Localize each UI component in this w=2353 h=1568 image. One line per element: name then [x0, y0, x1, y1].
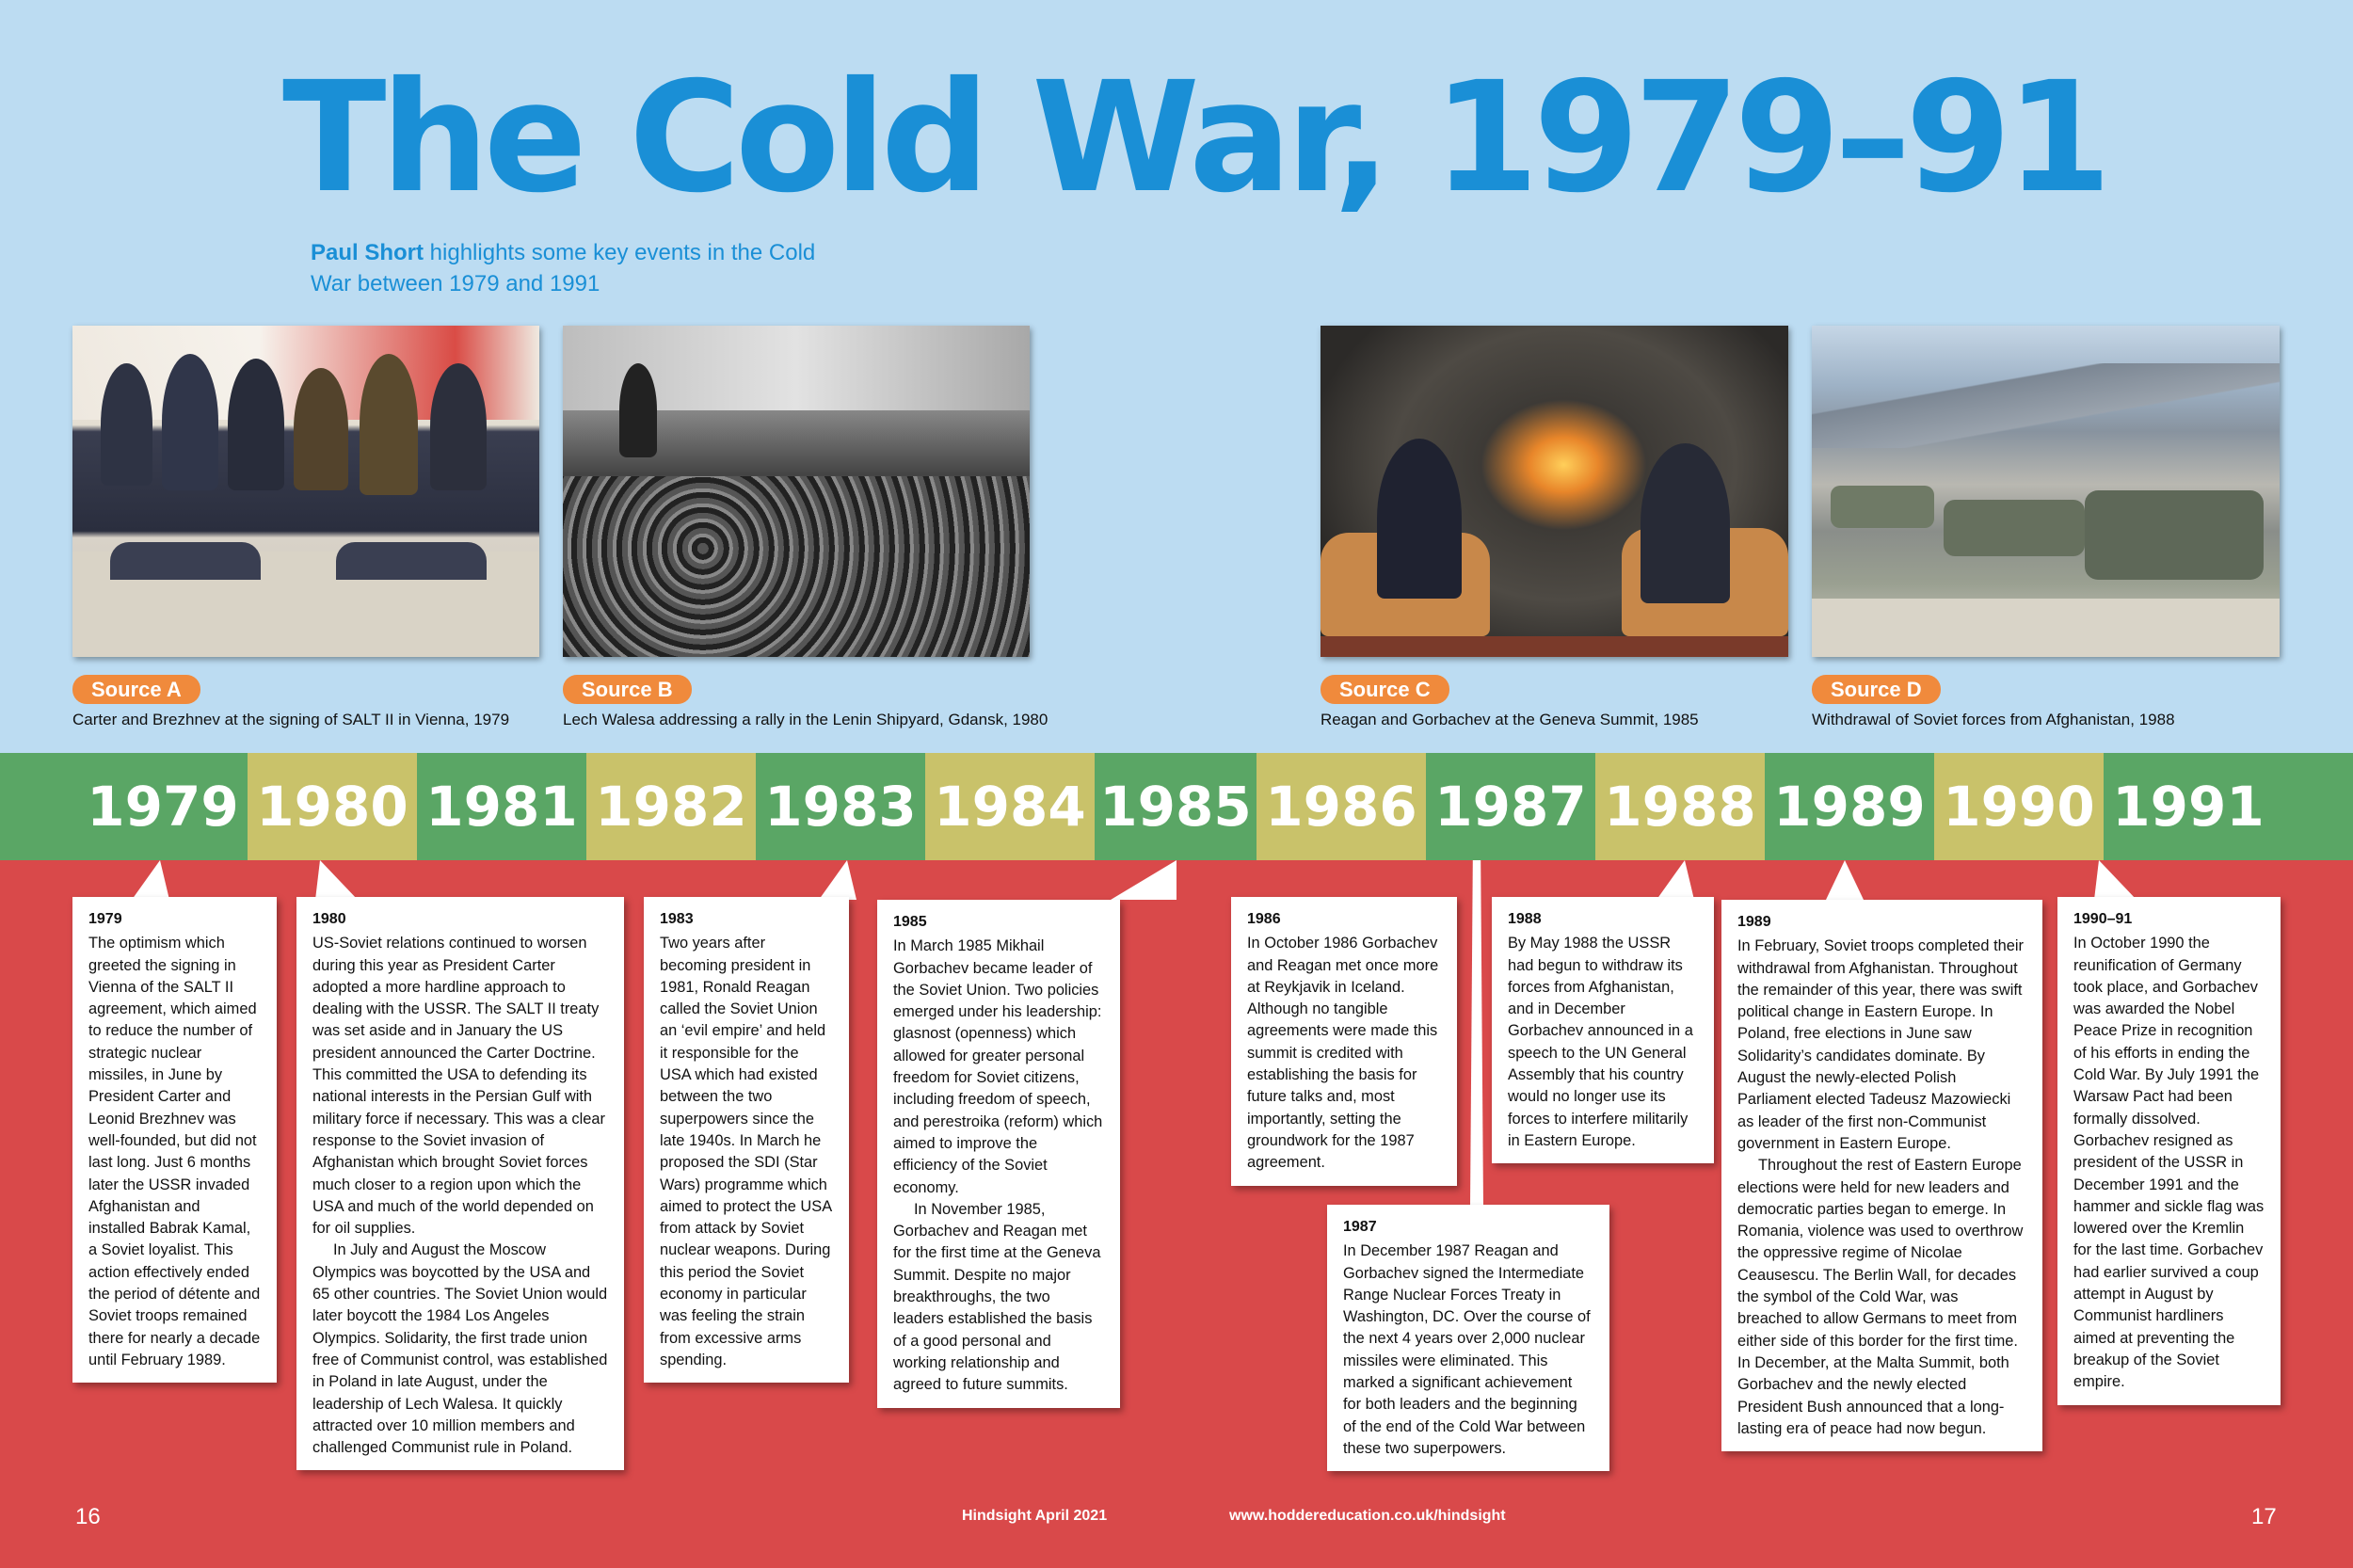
pointer-1983 — [819, 860, 856, 900]
event-year: 1989 — [1737, 914, 1771, 930]
timeline-year: 1985 — [1099, 775, 1252, 839]
event-1987 — [1327, 1205, 1609, 1471]
timeline-year: 1983 — [764, 775, 917, 839]
event-year: 1979 — [88, 911, 122, 927]
event-year: 1986 — [1247, 911, 1281, 927]
event-1990-91 — [2057, 897, 2281, 1405]
source-a-caption: Carter and Brezhnev at the signing of SALT II in Vienna, 1979 — [72, 711, 510, 728]
event-1980 — [296, 897, 624, 1470]
event-text: In October 1990 the reunification of Germany took place, and Gorbachev was awarded the Nobel Peace Prize in recognition of his efforts in ending the Cold War. By July 1991 the Warsaw Pact had been formally dissolved. Gorbachev resigned as president of the USSR in December 1991 and the hammer and sickle flag was lowered over the Kremlin for the last time. Gorbachev had earlier survived a coup attempt in August by Communist hardliners aimed at preventing the breakup of the Soviet empire. — [2073, 935, 2265, 1391]
pointer-1987 — [1470, 860, 1483, 1207]
source-b-caption: Lech Walesa addressing a rally in the Lenin Shipyard, Gdansk, 1980 — [563, 711, 1048, 728]
event-text: In November 1985, Gorbachev and Reagan met for the first time at the Geneva Summit. Despite no major breakthroughs, the two leaders established the basis of a good personal and working relationship and agreed to future summits. — [893, 1200, 1101, 1394]
subtitle-text: highlights some key events in the Cold War between 1979 and 1991 — [311, 240, 816, 296]
source-a-tag: Source A — [72, 675, 200, 704]
source-d-tag: Source D — [1812, 675, 1941, 704]
event-text: In October 1986 Gorbachev and Reagan met once more at Reykjavik in Iceland. Although no tangible agreements were made this summit is credited with establishing the basis for future talks and, most importantly, setting the groundwork for the 1987 agreement. — [1247, 935, 1439, 1172]
timeline-year: 1990 — [1934, 753, 2104, 860]
event-year: 1985 — [893, 914, 927, 930]
source-b-tag: Source B — [563, 675, 692, 704]
event-text: In March 1985 Mikhail Gorbachev became leader of the Soviet Union. Two policies emerged under his leadership: glasnost (openness) which allowed for greater personal freedom for Soviet citizens, including freedom of speech, and perestroika (reform) which aimed to improve the efficiency of the Soviet economy. — [893, 937, 1103, 1196]
event-1985 — [877, 900, 1120, 1408]
timeline-year: 1980 — [248, 753, 417, 860]
source-d-caption: Withdrawal of Soviet forces from Afghanistan, 1988 — [1812, 711, 2175, 728]
author-name: Paul Short — [311, 240, 424, 265]
pointer-1985 — [1111, 860, 1176, 900]
event-text: By May 1988 the USSR had begun to withdraw its forces from Afghanistan, and in December Gorbachev announced in a speech to the UN General Assembly that his country would no longer use its forces to interfere militarily in Eastern Europe. — [1508, 935, 1693, 1149]
source-c-tag: Source C — [1321, 675, 1449, 704]
event-year: 1988 — [1508, 911, 1542, 927]
page-subtitle — [311, 237, 838, 299]
photo-source-c — [1321, 326, 1788, 657]
page-title: The Cold War, 1979–91 — [282, 50, 2106, 227]
event-1986 — [1231, 897, 1457, 1186]
timeline-year: 1986 — [1257, 753, 1426, 860]
pointer-1979 — [132, 860, 169, 900]
page-number-right: 17 — [2251, 1504, 2277, 1529]
pointer-1980 — [315, 860, 358, 900]
event-1979 — [72, 897, 277, 1383]
event-text: The optimism which greeted the signing in Vienna of the SALT II agreement, which aimed to reduce the number of strategic nuclear missiles, in June by President Carter and Leonid Brezhnev was well-founded, but did not last long. Just 6 months later the USSR invaded Afghanistan and installed Babrak Kamal, a Soviet loyalist. This action effectively ended the period of détente and Soviet troops remained there for nearly a decade until February 1989. — [88, 935, 261, 1368]
event-1988 — [1492, 897, 1714, 1163]
timeline-year: 1979 — [87, 775, 239, 839]
event-text: Throughout the rest of Eastern Europe elections were held for new leaders and democratic parties began to emerge. In Romania, violence was used to overthrow the oppressive regime of Nicolae Ceausescu. The Berlin Wall, for decades the symbol of the Cold War, was breached to allow Germans to meet from either side of this border for the first time. In December, at the Malta Summit, both Gorbachev and the newly elected President Bush announced that a long-lasting era of peace had now begun. — [1737, 1157, 2024, 1437]
page-number-left: 16 — [75, 1504, 101, 1529]
event-text: In February, Soviet troops completed their withdrawal from Afghanistan. Throughout the remainder of this year, there was swift political change in Eastern Europe. In Poland, free elections in June saw Solidarity’s candidates dominate. By August the newly-elected Polish Parliament elected Tadeusz Mazowiecki as leader of the first non-Communist government in Eastern Europe. — [1737, 937, 2024, 1152]
timeline-year: 1989 — [1773, 775, 1926, 839]
event-year: 1983 — [660, 911, 694, 927]
timeline-year: 1982 — [586, 753, 756, 860]
photo-source-d — [1812, 326, 2280, 657]
event-year: 1987 — [1343, 1219, 1377, 1235]
photo-source-a — [72, 326, 539, 657]
pointer-1989 — [1826, 860, 1864, 900]
event-text: US-Soviet relations continued to worsen during this year as President Carter adopted a more hardline approach to dealing with the USSR. The SALT II treaty was set aside and in January the US president announced the Carter Doctrine. This committed the USA to defending its national interests in the Persian Gulf with military force if necessary. This was a clear response to the Soviet invasion of Afghanistan which brought Soviet forces much closer to a region upon which the USA and much of the world depended on for oil supplies. — [312, 935, 605, 1238]
pointer-1988 — [1657, 860, 1694, 900]
event-text: Two years after becoming president in 1981, Ronald Reagan called the Soviet Union an ‘evil empire’ and held it responsible for the USA which had existed between the two superpowers since the late 1940s. In March he proposed the SDI (Star Wars) programme which aimed to protect the USA from attack by Soviet nuclear weapons. During this period the Soviet economy in particular was feeling the strain from excessive arms spending. — [660, 935, 832, 1368]
website-link[interactable]: www.hoddereducation.co.uk/hindsight — [1229, 1508, 1506, 1524]
photo-source-b — [563, 326, 1030, 657]
event-year: 1980 — [312, 911, 346, 927]
event-text: In July and August the Moscow Olympics was boycotted by the USA and 65 other countries. The Soviet Union would later boycott the 1984 Los Angeles Olympics. Solidarity, the first trade union free of Communist control, was established in Poland in late August, under the leadership of Lech Walesa. It quickly attracted over 10 million members and challenged Communist rule in Poland. — [312, 1241, 608, 1457]
magazine-issue: Hindsight April 2021 — [962, 1508, 1108, 1524]
event-1983 — [644, 897, 849, 1383]
timeline-year: 1987 — [1434, 775, 1587, 839]
source-c-caption: Reagan and Gorbachev at the Geneva Summit, 1985 — [1321, 711, 1699, 728]
event-year: 1990–91 — [2073, 911, 2133, 927]
event-1989 — [1721, 900, 2042, 1451]
timeline-year: 1984 — [925, 753, 1095, 860]
event-text: In December 1987 Reagan and Gorbachev signed the Intermediate Range Nuclear Forces Treaty in Washington, DC. Over the course of the next 4 years over 2,000 nuclear missiles were eliminated. This marked a significant achievement for both leaders and the beginning of the end of the Cold War between these two superpowers. — [1343, 1242, 1591, 1457]
timeline-year: 1991 — [2112, 775, 2265, 839]
timeline-year: 1981 — [425, 775, 578, 839]
pointer-1991 — [2094, 860, 2137, 900]
timeline-year: 1988 — [1595, 753, 1765, 860]
